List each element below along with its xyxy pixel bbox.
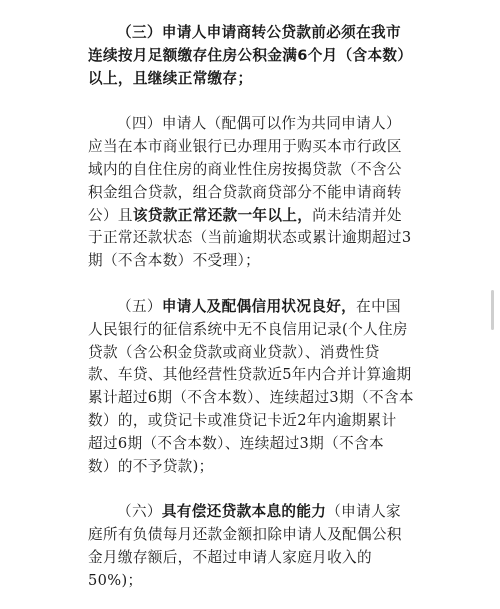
text-line [88,45,426,68]
scrollbar-thumb[interactable] [491,290,494,330]
text-line [88,547,426,570]
bold-text-segment: （三） [117,24,162,41]
text-segment: 尚未结清并处 [312,206,402,224]
bold-text-segment: 以上，且继续正常缴存； [88,69,253,87]
paragraph-condition-6 [88,501,426,592]
text-line [88,456,426,479]
text-segment: 贷款（含公积金贷款或商业贷款）、消费性贷 [88,343,380,361]
text-segment: 50%)； [88,571,143,589]
paragraph-condition-4 [88,113,426,273]
text-line [88,342,426,365]
text-segment: 款、车贷、其他经营性贷款近5年内合并计算逾期 [88,366,412,384]
text-line [88,387,426,410]
document-body [88,22,426,593]
text-line [88,501,426,524]
text-line [88,182,426,205]
text-segment: 域内的自住住房的商业性住房按揭贷款（不含公 [88,160,402,178]
text-segment: 在中国 [356,297,401,315]
text-line [88,296,426,319]
text-line [88,410,426,433]
text-segment: （五） [117,297,162,315]
bold-text-segment: 该贷款正常还款一年以上， [132,206,313,224]
text-segment: （六） [117,503,162,521]
bold-text-segment: 连续按月足额缴存住房公积金满6个月（含本数） [88,46,413,64]
paragraph-gap [88,273,426,296]
bold-text-segment: 申请人及配偶信用状况良好， [161,297,357,315]
paragraph-gap [88,90,426,113]
text-line [88,136,426,159]
paragraph-gap [88,478,426,501]
text-segment: 数）的，或贷记卡或准贷记卡近2年内逾期累计 [88,411,397,429]
text-line [88,113,426,136]
text-segment: （申请人家 [326,503,401,521]
text-segment: 超过6期（不含本数）、连续超过3期（不含本 [88,434,384,452]
text-segment: （四）申请人（配偶可以作为共同申请人） [117,115,401,133]
text-segment: 金月缴存额后，不超过申请人家庭月收入的 [88,548,372,566]
text-line [88,205,426,228]
text-line [88,250,426,273]
text-line [88,22,426,45]
text-segment: 数）的不予贷款)； [88,457,214,475]
text-line [88,570,426,593]
text-segment: 累计超过6期（不含本数）、连续超过3期（不含本 [88,389,414,407]
text-line [88,319,426,342]
bold-text-segment: 具有偿还贷款本息的能力 [161,503,327,521]
text-segment: 公）且 [88,206,133,224]
text-line [88,524,426,547]
text-line [88,364,426,387]
text-line [88,159,426,182]
text-segment: 于正常还款状态（当前逾期状态或累计逾期超过3 [88,229,412,247]
paragraph-condition-3 [88,22,426,90]
text-segment: 庭所有负债每月还款金额扣除申请人及配偶公积 [88,526,402,544]
text-segment: 积金组合贷款，组合贷款商贷部分不能申请商转 [88,183,402,201]
text-line [88,433,426,456]
text-line [88,227,426,250]
paragraph-condition-5 [88,296,426,478]
bold-text-segment: 申请人申请商转公贷款前必须在我市 [161,24,401,41]
text-segment: 期（不含本数）不受理）； [88,252,261,270]
text-segment: 人民银行的征信系统中无不良信用记录(个人住房 [88,320,408,338]
text-segment: 应当在本市商业银行已办理用于购买本市行政区 [88,138,402,156]
text-line [88,68,426,91]
